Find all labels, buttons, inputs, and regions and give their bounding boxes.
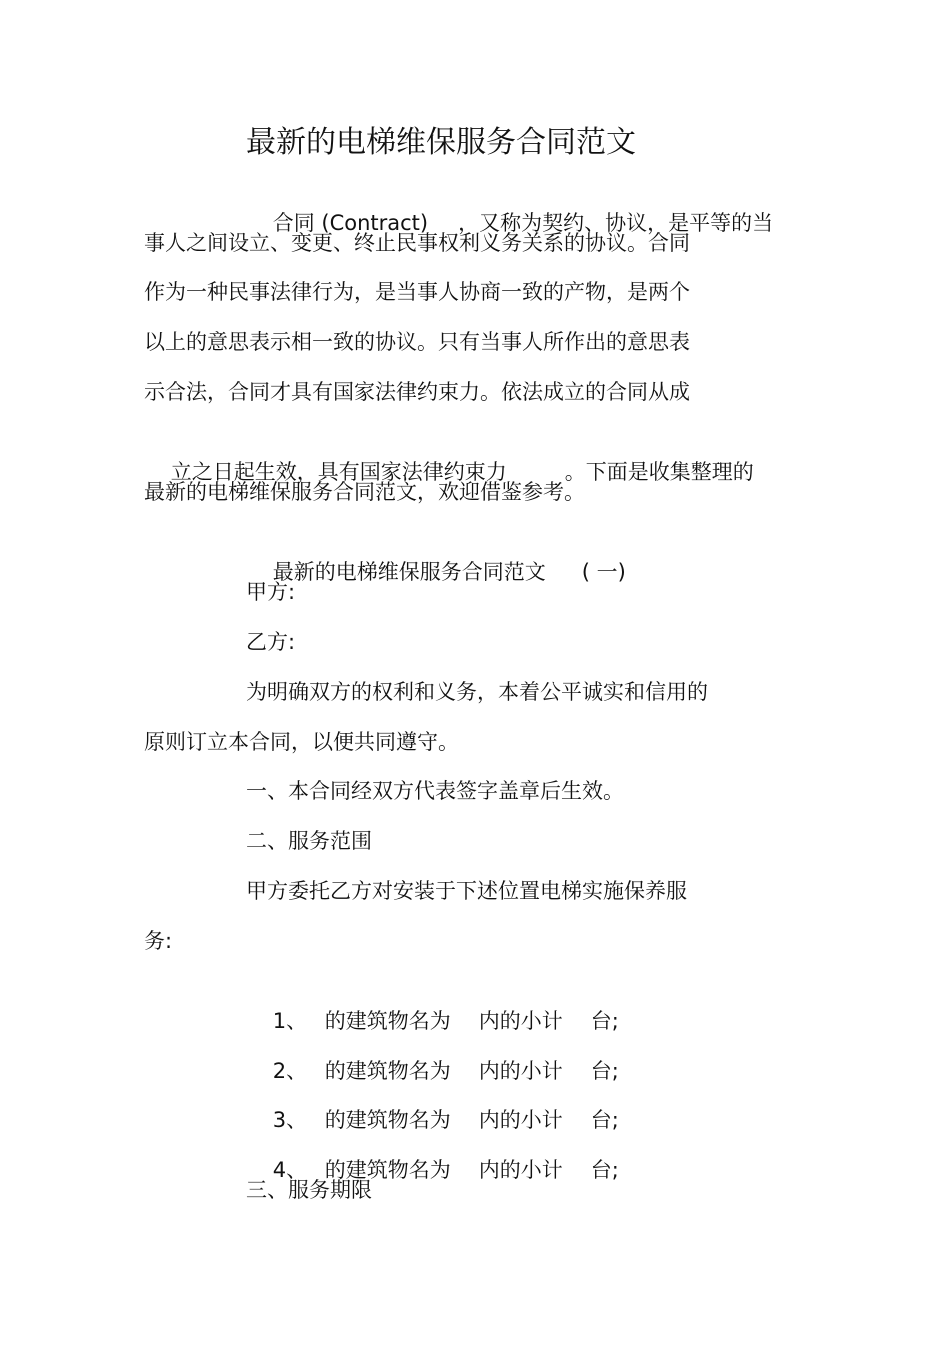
party-b: 乙方:: [246, 630, 296, 654]
list-item-units: 台;: [590, 1108, 619, 1132]
clause-1: 一、本合同经双方代表签字盖章后生效。: [246, 779, 624, 803]
list-item-number: 1、: [272, 1009, 308, 1033]
list-item-subtotal: 内的小计: [478, 1009, 563, 1033]
intro-line-3: 作为一种民事法律行为，是当事人协商一致的产物，是两个: [144, 280, 690, 304]
document-title: 最新的电梯维保服务合同范文: [246, 125, 636, 160]
list-item-units: 台;: [590, 1009, 619, 1033]
intro-line-6a: 立之日起生效，具有国家法律约束力: [170, 460, 507, 484]
intro-line-1b: ，又称为契约、协议，是平等的当: [458, 211, 774, 235]
list-item-number: 2、: [272, 1059, 308, 1083]
section-subtitle-text: 最新的电梯维保服务合同范文: [272, 560, 546, 584]
list-item-subtotal: 内的小计: [478, 1059, 563, 1083]
scope-line-1: 甲方委托乙方对安装于下述位置电梯实施保养服: [246, 879, 687, 903]
list-item-units: 台;: [590, 1059, 619, 1083]
list-item-subtotal: 内的小计: [478, 1158, 563, 1182]
list-item-units: 台;: [590, 1158, 619, 1182]
list-item-building: 的建筑物名为: [324, 1059, 451, 1083]
intro-line-5: 示合法，合同才具有国家法律约束力。依法成立的合同从成: [144, 380, 690, 404]
party-a: 甲方:: [246, 580, 296, 604]
purpose-line-2: 原则订立本合同，以便共同遵守。: [144, 730, 459, 754]
list-item-building: 的建筑物名为: [324, 1158, 451, 1182]
list-item-subtotal: 内的小计: [478, 1108, 563, 1132]
intro-line-2: 事人之间设立、变更、终止民事权利义务关系的协议。合同: [144, 231, 690, 255]
section-subtitle: [246, 527, 626, 617]
list-item-number: 4、: [272, 1158, 308, 1182]
intro-line-1a: 合同 (Contract): [272, 211, 429, 235]
scope-line-2: 务:: [144, 929, 173, 953]
clause-3: 三、服务期限: [246, 1178, 372, 1202]
intro-line-6b: 。下面是收集整理的: [564, 460, 754, 484]
list-item-number: 3、: [272, 1108, 308, 1132]
purpose-line-1: 为明确双方的权利和义务，本着公平诚实和信用的: [246, 680, 708, 704]
intro-line-4: 以上的意思表示相一致的协议。只有当事人所作出的意思表: [144, 330, 690, 354]
clause-2: 二、服务范围: [246, 829, 372, 853]
section-subtitle-number: ( 一): [581, 560, 626, 584]
intro-line-7: 最新的电梯维保服务合同范文，欢迎借鉴参考。: [144, 480, 585, 504]
list-item-building: 的建筑物名为: [324, 1108, 451, 1132]
list-item-building: 的建筑物名为: [324, 1009, 451, 1033]
